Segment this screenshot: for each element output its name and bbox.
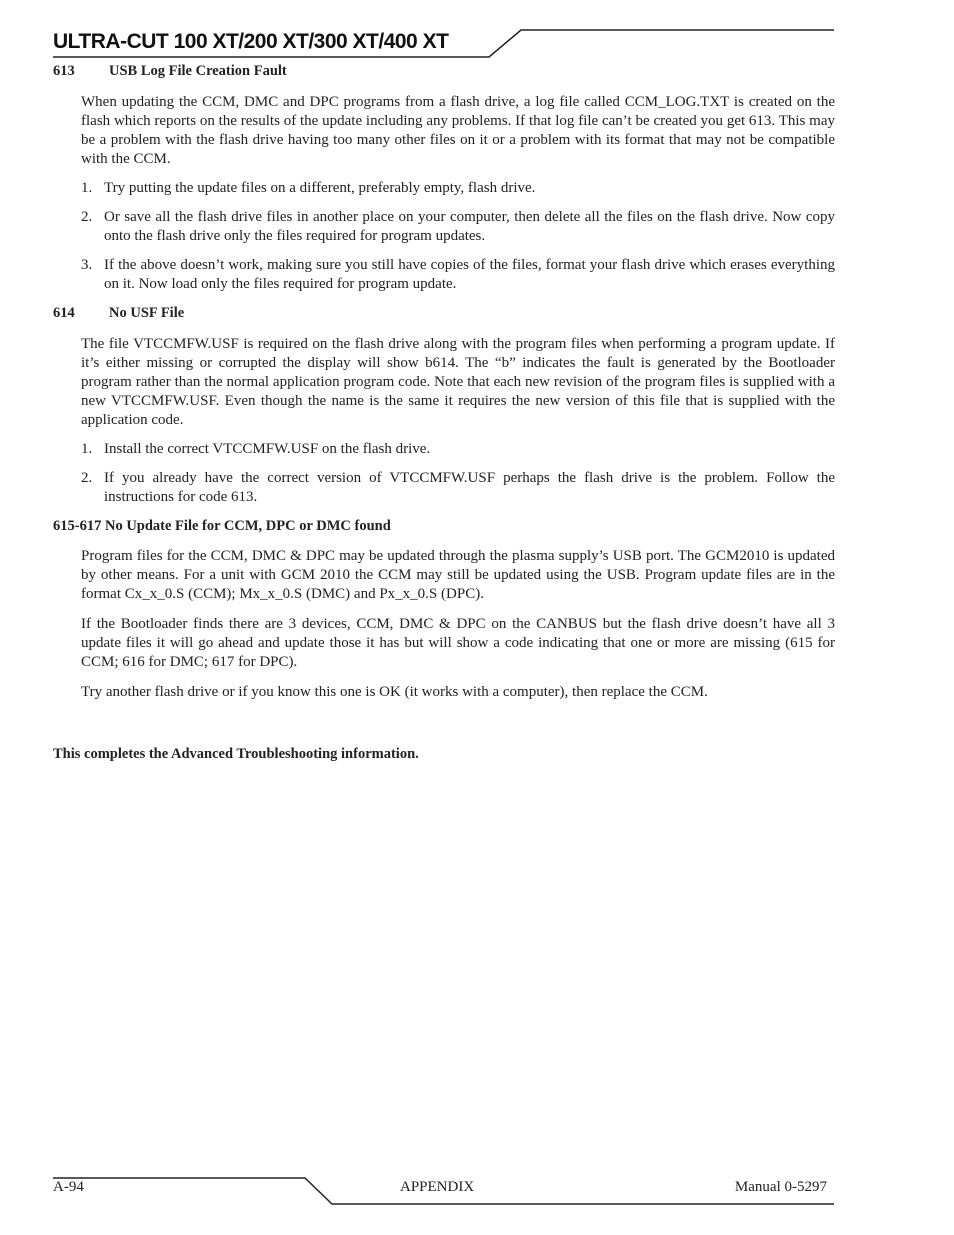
list-item-text: If the above doesn’t work, making sure you still have copies of the files, format your flash drive which erases everything on it. Now load only the files required for program update. bbox=[104, 257, 835, 292]
page-number: A-94 bbox=[53, 1179, 84, 1195]
list-item-text: Install the correct VTCCMFW.USF on the flash drive. bbox=[104, 441, 431, 457]
page-header-title: ULTRA-CUT 100 XT/200 XT/300 XT/400 XT bbox=[53, 30, 449, 53]
section-613 bbox=[53, 62, 835, 294]
list-item bbox=[53, 440, 835, 459]
section-paragraph: Program files for the CCM, DMC & DPC may be updated through the plasma supply’s USB port. The GCM2010 is updated by other means. For a unit with GCM 2010 the CCM may still be updated using the USB. Program update files are in the format Cx_x_0.S (CCM); Mx_x_0.S (DMC) and Px_x_0.S (DPC). bbox=[81, 548, 835, 602]
list-item-number: 1. bbox=[81, 441, 93, 457]
document-body bbox=[53, 62, 835, 764]
list-item-text: Try putting the update files on a different, preferably empty, flash drive. bbox=[104, 180, 536, 196]
list-item bbox=[53, 256, 835, 294]
section-title: No Update File for CCM, DPC or DMC found bbox=[104, 518, 391, 534]
manual-number: Manual 0-5297 bbox=[734, 1179, 827, 1195]
list-item bbox=[53, 179, 835, 198]
section-heading bbox=[53, 304, 835, 323]
section-number: 615-617 bbox=[53, 518, 102, 534]
section-paragraph: When updating the CCM, DMC and DPC programs from a flash drive, a log file called CCM_LOG.TXT is created on the flash which reports on the results of the update including any problems. If that log file can’t be created you get 613. This may be a problem with the flash drive having too many other files on it or a problem with its format that may not be compatible with the CCM. bbox=[81, 94, 835, 167]
footer-section: APPENDIX bbox=[400, 1179, 475, 1195]
list-item-number: 3. bbox=[81, 257, 93, 273]
section-615-617 bbox=[53, 517, 835, 702]
list-item bbox=[53, 208, 835, 246]
list-item-number: 1. bbox=[81, 180, 93, 196]
section-heading bbox=[53, 62, 835, 81]
list-item-text: If you already have the correct version of VTCCMFW.USF perhaps the flash drive is the problem. Follow the instructions for code 613. bbox=[104, 470, 835, 505]
section-paragraph: The file VTCCMFW.USF is required on the flash drive along with the program files when performing a program update. If it’s either missing or corrupted the display will show b614. The “b” indicates the fault is generated by the Bootloader program rather than the normal application program code. Note that each new revision of the program files is supplied with a new VTCCMFW.USF. Even though the name is the same it requires the new version of this file that is supplied with the application code. bbox=[81, 336, 835, 428]
step-list bbox=[53, 179, 835, 294]
section-paragraph: If the Bootloader finds there are 3 devices, CCM, DMC & DPC on the CANBUS but the flash drive doesn’t have all 3 update files it will go ahead and update those it has but will show a code indicating that one or more are missing (615 for CCM; 616 for DMC; 617 for DPC). bbox=[81, 616, 835, 670]
section-heading bbox=[53, 517, 835, 536]
list-item-number: 2. bbox=[81, 470, 93, 486]
list-item-text: Or save all the flash drive files in another place on your computer, then delete all the files on the flash drive. Now copy onto the flash drive only the files required for program updates. bbox=[104, 209, 835, 244]
section-number: 614 bbox=[53, 305, 75, 321]
section-number: 613 bbox=[53, 63, 75, 79]
list-item bbox=[53, 469, 835, 507]
section-title: No USF File bbox=[109, 305, 185, 321]
section-title: USB Log File Creation Fault bbox=[109, 63, 287, 79]
list-item-number: 2. bbox=[81, 209, 93, 225]
section-614 bbox=[53, 304, 835, 507]
closing-note: This completes the Advanced Troubleshooting information. bbox=[53, 746, 419, 762]
step-list bbox=[53, 440, 835, 507]
section-paragraph: Try another flash drive or if you know this one is OK (it works with a computer), then replace the CCM. bbox=[81, 684, 708, 700]
